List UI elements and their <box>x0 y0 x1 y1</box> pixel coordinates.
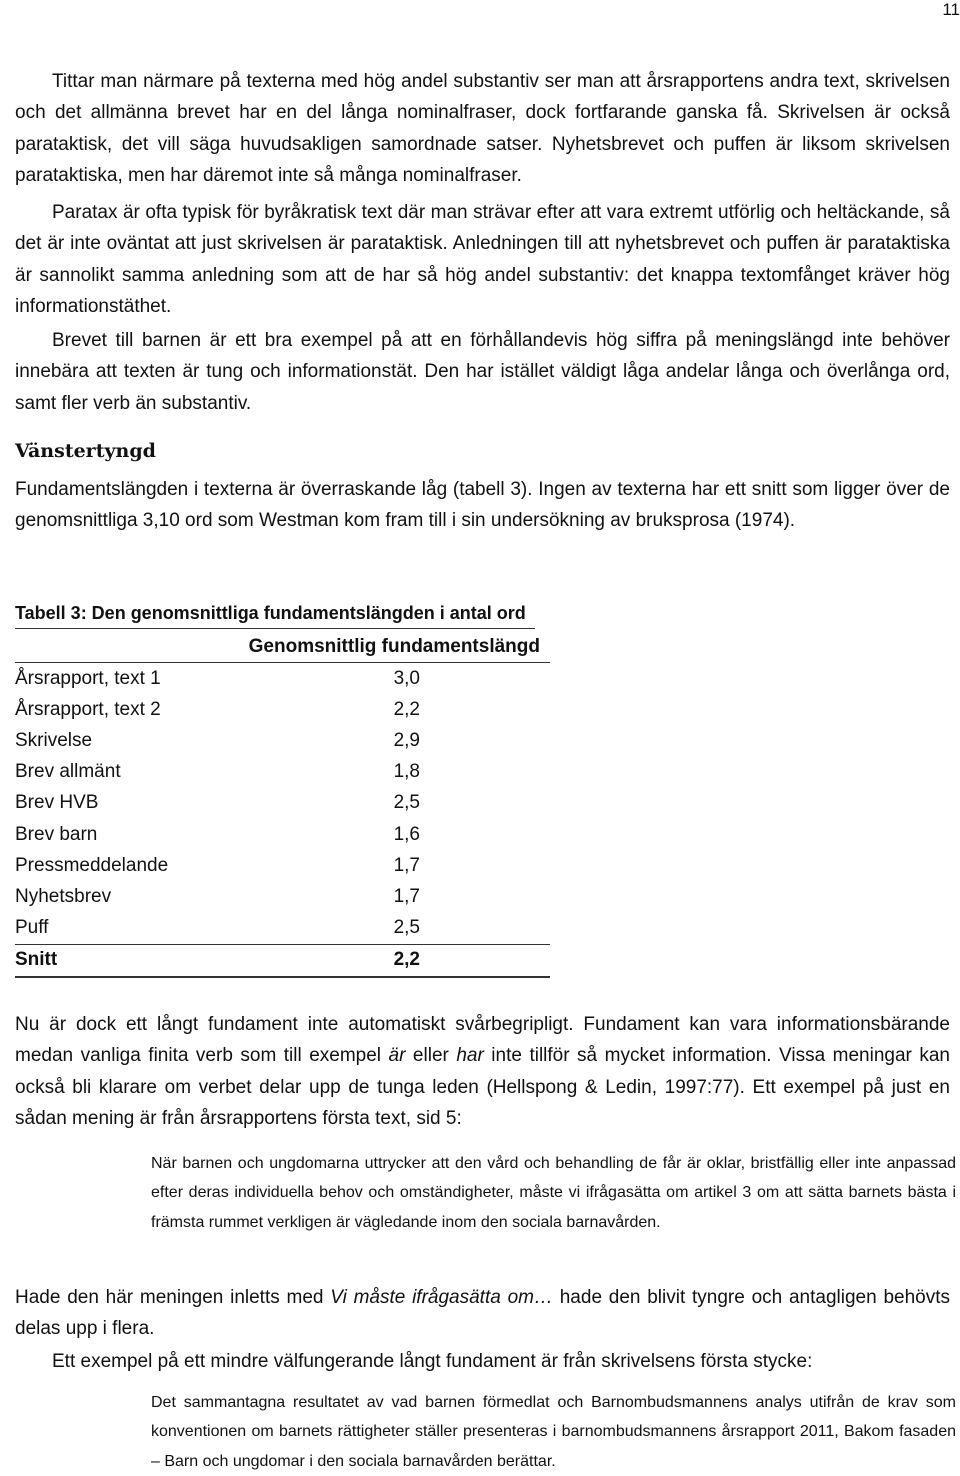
table-row <box>15 694 550 725</box>
paragraph-6-part-a: Hade den här meningen inletts med <box>15 1287 331 1308</box>
row-spacer <box>420 944 550 977</box>
paragraph-5-part-c: inte tillför så mycket information. Vissa meningar kan också bli klarare om verbet delar upp de tunga leden (Hellspong & Ledin, 1997:77). Ett exempel på just en sådan mening är från årsrapportens första text, sid 5: <box>15 1045 950 1130</box>
block-quote-2: Det sammantagna resultatet av vad barnen förmedlat och Barnombudsmannens analys utifrån de krav som konventionen om barnets rättigheter ställer presenteras i barnombudsmannens årsrapport 2011, Bakom fasaden – Barn och ungdomar i den sociala barnavården berättar. <box>151 1394 956 1470</box>
paragraph-5 <box>15 1009 950 1135</box>
row-value: 2,5 <box>393 792 420 814</box>
row-spacer <box>420 881 550 912</box>
row-label: Brev HVB <box>15 792 99 814</box>
row-spacer <box>420 757 550 788</box>
row-value: 1,6 <box>393 823 420 845</box>
total-label: Snitt <box>15 944 345 977</box>
paragraph-5-text <box>15 1009 950 1135</box>
paragraph-5-part-a: Nu är dock ett långt fundament inte automatiskt svårbegripligt. Fundament kan vara informationsbärande medan vanliga finita verb som till exempel <box>15 1014 950 1067</box>
emphasis-quote: Vi måste ifrågasätta om… <box>330 1287 553 1308</box>
paragraph-6-part-b: hade den blivit tyngre och antagligen behövts delas upp i flera. <box>15 1287 950 1340</box>
table-total-row <box>15 944 550 977</box>
paragraph-4 <box>15 474 950 537</box>
block-quote-1: När barnen och ungdomarna uttrycker att den vård och behandling de får är oklar, bristfällig eller inte anpassad efter deras individuella behov och omständigheter, måste vi ifrågasätta om artikel 3 om att sätta barnets bästa i främsta rummet verkligen är vägledande inom den sociala barnavården. <box>151 1155 956 1231</box>
table-caption: Tabell 3: Den genomsnittliga fundamentslängden i antal ord <box>15 603 535 629</box>
row-spacer <box>420 913 550 945</box>
paragraph-1-text: Tittar man närmare på texterna med hög andel substantiv ser man att årsrapportens andra text, skrivelsen och det allmänna brevet har en del långa nominalfraser, dock fortfarande ganska få. Skrivelsen är också parataktisk, det vill säga huvudsakligen samordnade satser. Nyhetsbrevet och puffen är liksom skrivelsen parataktiska, men har däremot inte så många nominalfraser. <box>15 71 950 187</box>
page-number: 11 <box>942 0 960 19</box>
table-row <box>15 913 550 945</box>
row-label: Nyhetsbrev <box>15 885 112 907</box>
paragraph-6-text <box>15 1282 950 1345</box>
row-value: 2,9 <box>393 729 420 751</box>
row-spacer <box>420 694 550 725</box>
row-value: 2,2 <box>393 698 420 720</box>
row-value: 1,8 <box>393 761 420 783</box>
paragraph-7-text: Ett exempel på ett mindre välfungerande långt fundament är från skrivelsens första stycke: <box>52 1351 813 1372</box>
section-heading: Vänstertyngd <box>15 440 156 462</box>
paragraph-2-text: Paratax är ofta typisk för byråkratisk text där man strävar efter att vara extremt utförlig och heltäckande, så det är inte oväntat att just skrivelsen är parataktisk. Anledningen till att nyhetsbrevet och puffen är parataktiska är sannolikt samma anledning som att de har så hög andel substantiv: det knappa textomfånget kräver hög informationstäthet. <box>15 202 950 318</box>
paragraph-3-text: Brevet till barnen är ett bra exempel på att en förhållandevis hög siffra på meningslängd inte behöver innebära att texten är tung och informationstät. Den har istället väldigt låga andelar långa och överlånga ord, samt fler verb än substantiv. <box>15 330 950 414</box>
row-spacer <box>420 819 550 850</box>
row-value: 1,7 <box>393 885 420 907</box>
row-label: Brev allmänt <box>15 761 121 783</box>
row-spacer <box>420 788 550 819</box>
paragraph-4-text: Fundamentslängden i texterna är överraskande låg (tabell 3). Ingen av texterna har ett snitt som ligger över de genomsnittliga 3,10 ord som Westman kom fram till i sin undersökning av bruksprosa (1974). <box>15 479 950 532</box>
emphasis-har: har <box>456 1045 484 1067</box>
table-header-row <box>15 631 550 663</box>
column-header: Genomsnittlig fundamentslängd <box>15 631 550 663</box>
table-row <box>15 788 550 819</box>
emphasis-ar: är <box>388 1045 406 1067</box>
table-row <box>15 881 550 912</box>
row-spacer <box>420 725 550 756</box>
paragraph-6 <box>15 1282 950 1345</box>
paragraph-3 <box>15 325 950 419</box>
row-label: Puff <box>15 917 49 939</box>
row-label: Årsrapport, text 1 <box>15 667 161 689</box>
paragraph-2 <box>15 197 950 323</box>
row-label: Skrivelse <box>15 729 93 751</box>
row-label: Pressmeddelande <box>15 854 169 876</box>
total-value: 2,2 <box>345 944 420 977</box>
paragraph-1 <box>15 66 950 192</box>
row-label: Årsrapport, text 2 <box>15 698 161 720</box>
row-value: 1,7 <box>393 854 420 876</box>
table-row <box>15 725 550 756</box>
paragraph-5-part-b: eller <box>405 1045 457 1067</box>
table-row <box>15 757 550 788</box>
paragraph-7 <box>15 1346 950 1377</box>
table-row <box>15 850 550 881</box>
row-value: 3,0 <box>393 667 420 689</box>
row-label: Brev barn <box>15 823 98 845</box>
fundament-table <box>15 631 550 978</box>
row-spacer <box>420 663 550 695</box>
row-value: 2,5 <box>393 917 420 939</box>
table-row <box>15 663 550 695</box>
row-spacer <box>420 850 550 881</box>
table-row <box>15 819 550 850</box>
